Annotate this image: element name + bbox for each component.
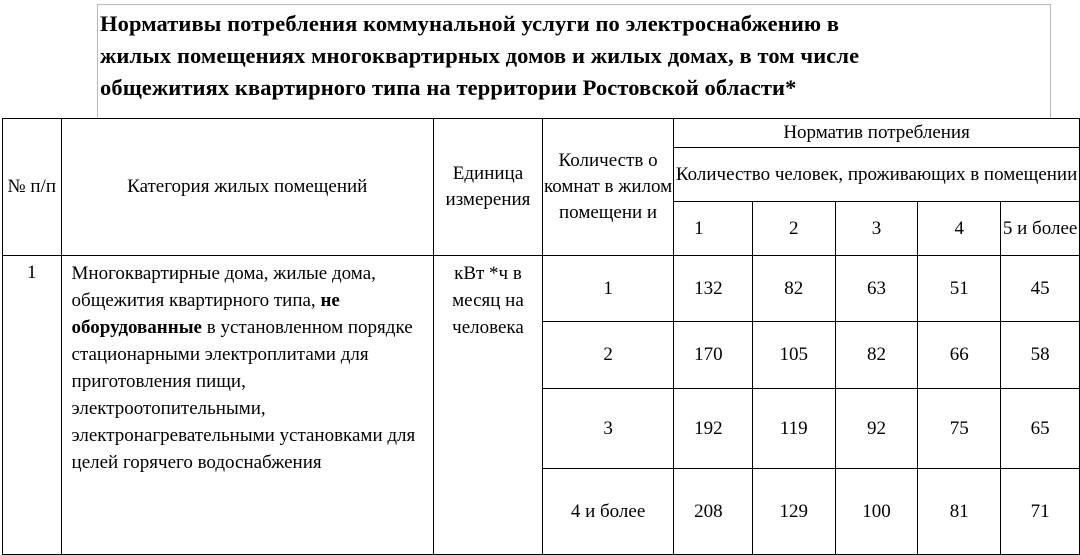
header-unit: Единица измерения [433,119,542,256]
frame-line-top [97,4,1051,5]
row-num: 1 [3,256,62,555]
data-row-rooms-1 [3,256,1080,322]
header-category: Категория жилых помещений [61,119,433,256]
value-cell: 82 [835,322,918,389]
rooms-cell: 4 и более [542,469,673,555]
header-people-5: 5 и более [1001,202,1080,256]
value-cell: 66 [918,322,1001,389]
category-text-bold: не оборудованные [71,290,340,338]
header-people-4: 4 [918,202,1001,256]
value-cell: 82 [752,256,835,322]
title-line-1: Нормативы потребления коммунальной услуги по электроснабжению в [100,11,840,36]
value-cell: 170 [674,322,753,389]
header-norm: Норматив потребления [674,119,1080,148]
value-cell: 100 [835,469,918,555]
value-cell: 65 [1001,389,1080,469]
value-cell: 45 [1001,256,1080,322]
value-cell: 71 [1001,469,1080,555]
norms-table [2,118,1080,555]
frame-line-left [97,4,98,118]
frame-line-right [1050,4,1051,118]
value-cell: 51 [918,256,1001,322]
rooms-cell: 1 [542,256,673,322]
value-cell: 132 [674,256,753,322]
value-cell: 58 [1001,322,1080,389]
header-people-2: 2 [752,202,835,256]
header-rooms: Количеств о комнат в жилом помещени и [542,119,673,256]
header-people-3: 3 [835,202,918,256]
category-text-post: в установленном порядке стационарными электроплитами для приготовления пищи, электроотопительными, электронагревательными установками для целей горячего водоснабжения [71,317,416,473]
value-cell: 129 [752,469,835,555]
value-cell: 75 [918,389,1001,469]
value-cell: 81 [918,469,1001,555]
header-people-1: 1 [674,202,753,256]
title-line-2: жилых помещениях многоквартирных домов и жилых домах, в том числе [100,43,860,68]
header-people: Количество человек, проживающих в помещении [674,148,1080,202]
header-row-1 [3,119,1080,148]
header-num: № п/п [3,119,62,256]
title-line-3: общежитиях квартирного типа на территории Ростовской области* [100,75,797,100]
value-cell: 192 [674,389,753,469]
category-text-pre: Многоквартирные дома, жилые дома, общежития квартирного типа, [71,263,376,311]
value-cell: 92 [835,389,918,469]
value-cell: 208 [674,469,753,555]
document-title [100,8,1040,104]
row-unit: кВт *ч в месяц на человека [433,256,542,555]
value-cell: 119 [752,389,835,469]
value-cell: 63 [835,256,918,322]
rooms-cell: 3 [542,389,673,469]
rooms-cell: 2 [542,322,673,389]
value-cell: 105 [752,322,835,389]
row-category [61,256,433,555]
